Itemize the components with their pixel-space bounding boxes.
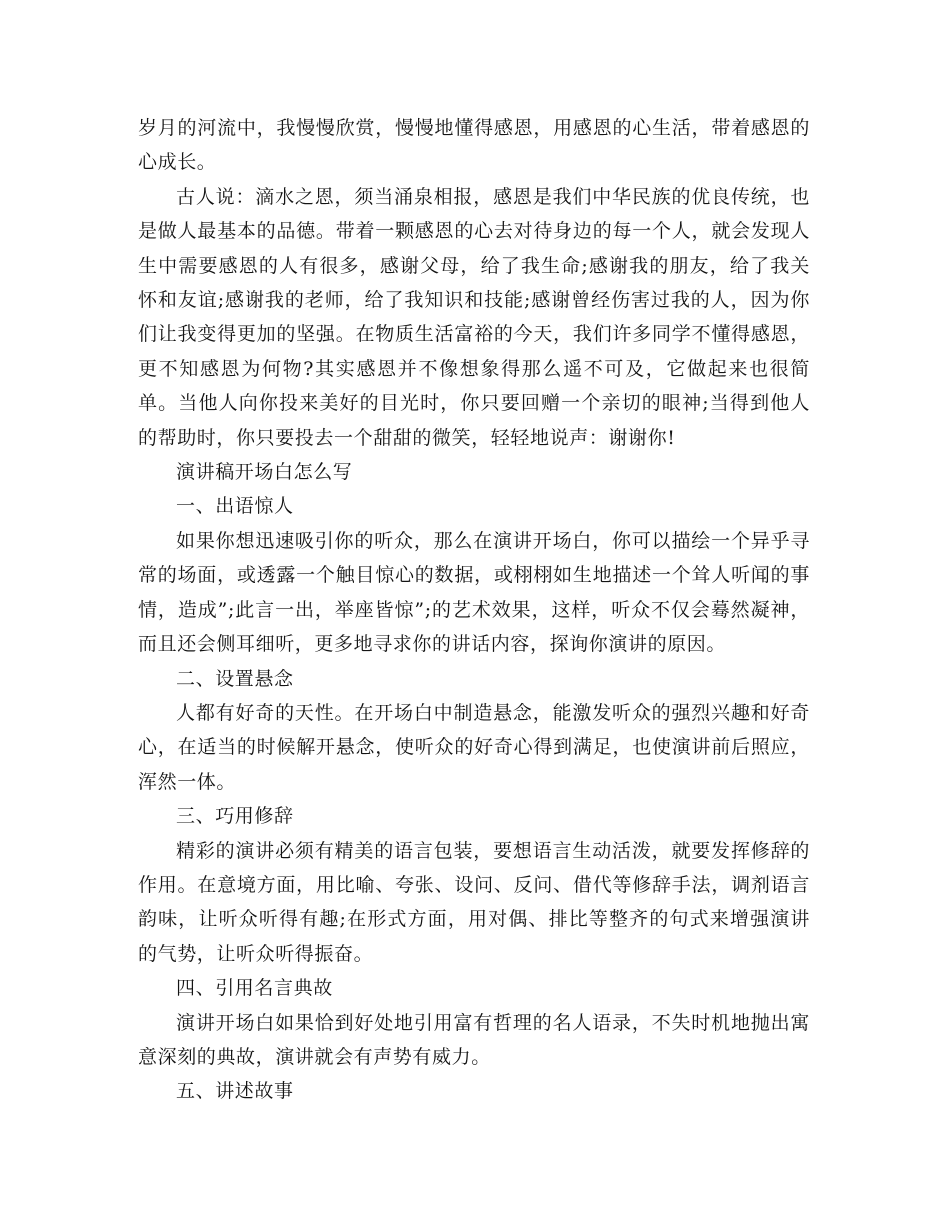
document-body xyxy=(138,111,810,1109)
paragraph-6: 演讲开场白如果恰到好处地引用富有哲理的名人语录，不失时机地抛出寓意深刻的典故，演讲就会有声势有威力。 xyxy=(138,1011,810,1068)
paragraph-2: 古人说：滴水之恩，须当涌泉相报，感恩是我们中华民族的优良传统，也是做人最基本的品德。带着一颗感恩的心去对待身边的每一个人，就会发现人生中需要感恩的人有很多，感谢父母，给了我生命;感谢我的朋友，给了我关怀和友谊;感谢我的老师，给了我知识和技能;感谢曾经伤害过我的人，因为你们让我变得更加的坚强。在物质生活富裕的今天，我们许多同学不懂得感恩，更不知感恩为何物?其实感恩并不像想象得那么遥不可及，它做起来也很简单。当他人向你投来美好的目光时，你只要回赠一个亲切的眼神;当得到他人的帮助时，你只要投去一个甜甜的微笑，轻轻地说声：谢谢你! xyxy=(138,185,810,449)
heading-1: 一、出语惊人 xyxy=(176,495,294,518)
heading-2: 二、设置悬念 xyxy=(176,667,294,690)
heading-5: 五、讲述故事 xyxy=(176,1080,294,1103)
paragraph-5: 精彩的演讲必须有精美的语言包装，要想语言生动活泼，就要发挥修辞的作用。在意境方面，用比喻、夸张、设问、反问、借代等修辞手法，调剂语言韵味，让听众听得有趣;在形式方面，用对偶、排比等整齐的句式来增强演讲的气势，让听众听得振奋。 xyxy=(138,839,810,965)
paragraph-1: 岁月的河流中，我慢慢欣赏，慢慢地懂得感恩，用感恩的心生活，带着感恩的心成长。 xyxy=(138,117,810,174)
section-title: 演讲稿开场白怎么写 xyxy=(176,461,353,484)
heading-3: 三、巧用修辞 xyxy=(176,805,294,828)
paragraph-3: 如果你想迅速吸引你的听众，那么在演讲开场白，你可以描绘一个异乎寻常的场面，或透露一个触目惊心的数据，或栩栩如生地描述一个耸人听闻的事情，造成”;此言一出，举座皆惊”;的艺术效果，这样，听众不仅会蓦然凝神，而且还会侧耳细听，更多地寻求你的讲话内容，探询你演讲的原因。 xyxy=(138,529,810,656)
heading-4: 四、引用名言典故 xyxy=(176,977,333,1000)
paragraph-4: 人都有好奇的天性。在开场白中制造悬念，能激发听众的强烈兴趣和好奇心，在适当的时候解开悬念，使听众的好奇心得到满足，也使演讲前后照应，浑然一体。 xyxy=(138,701,810,793)
